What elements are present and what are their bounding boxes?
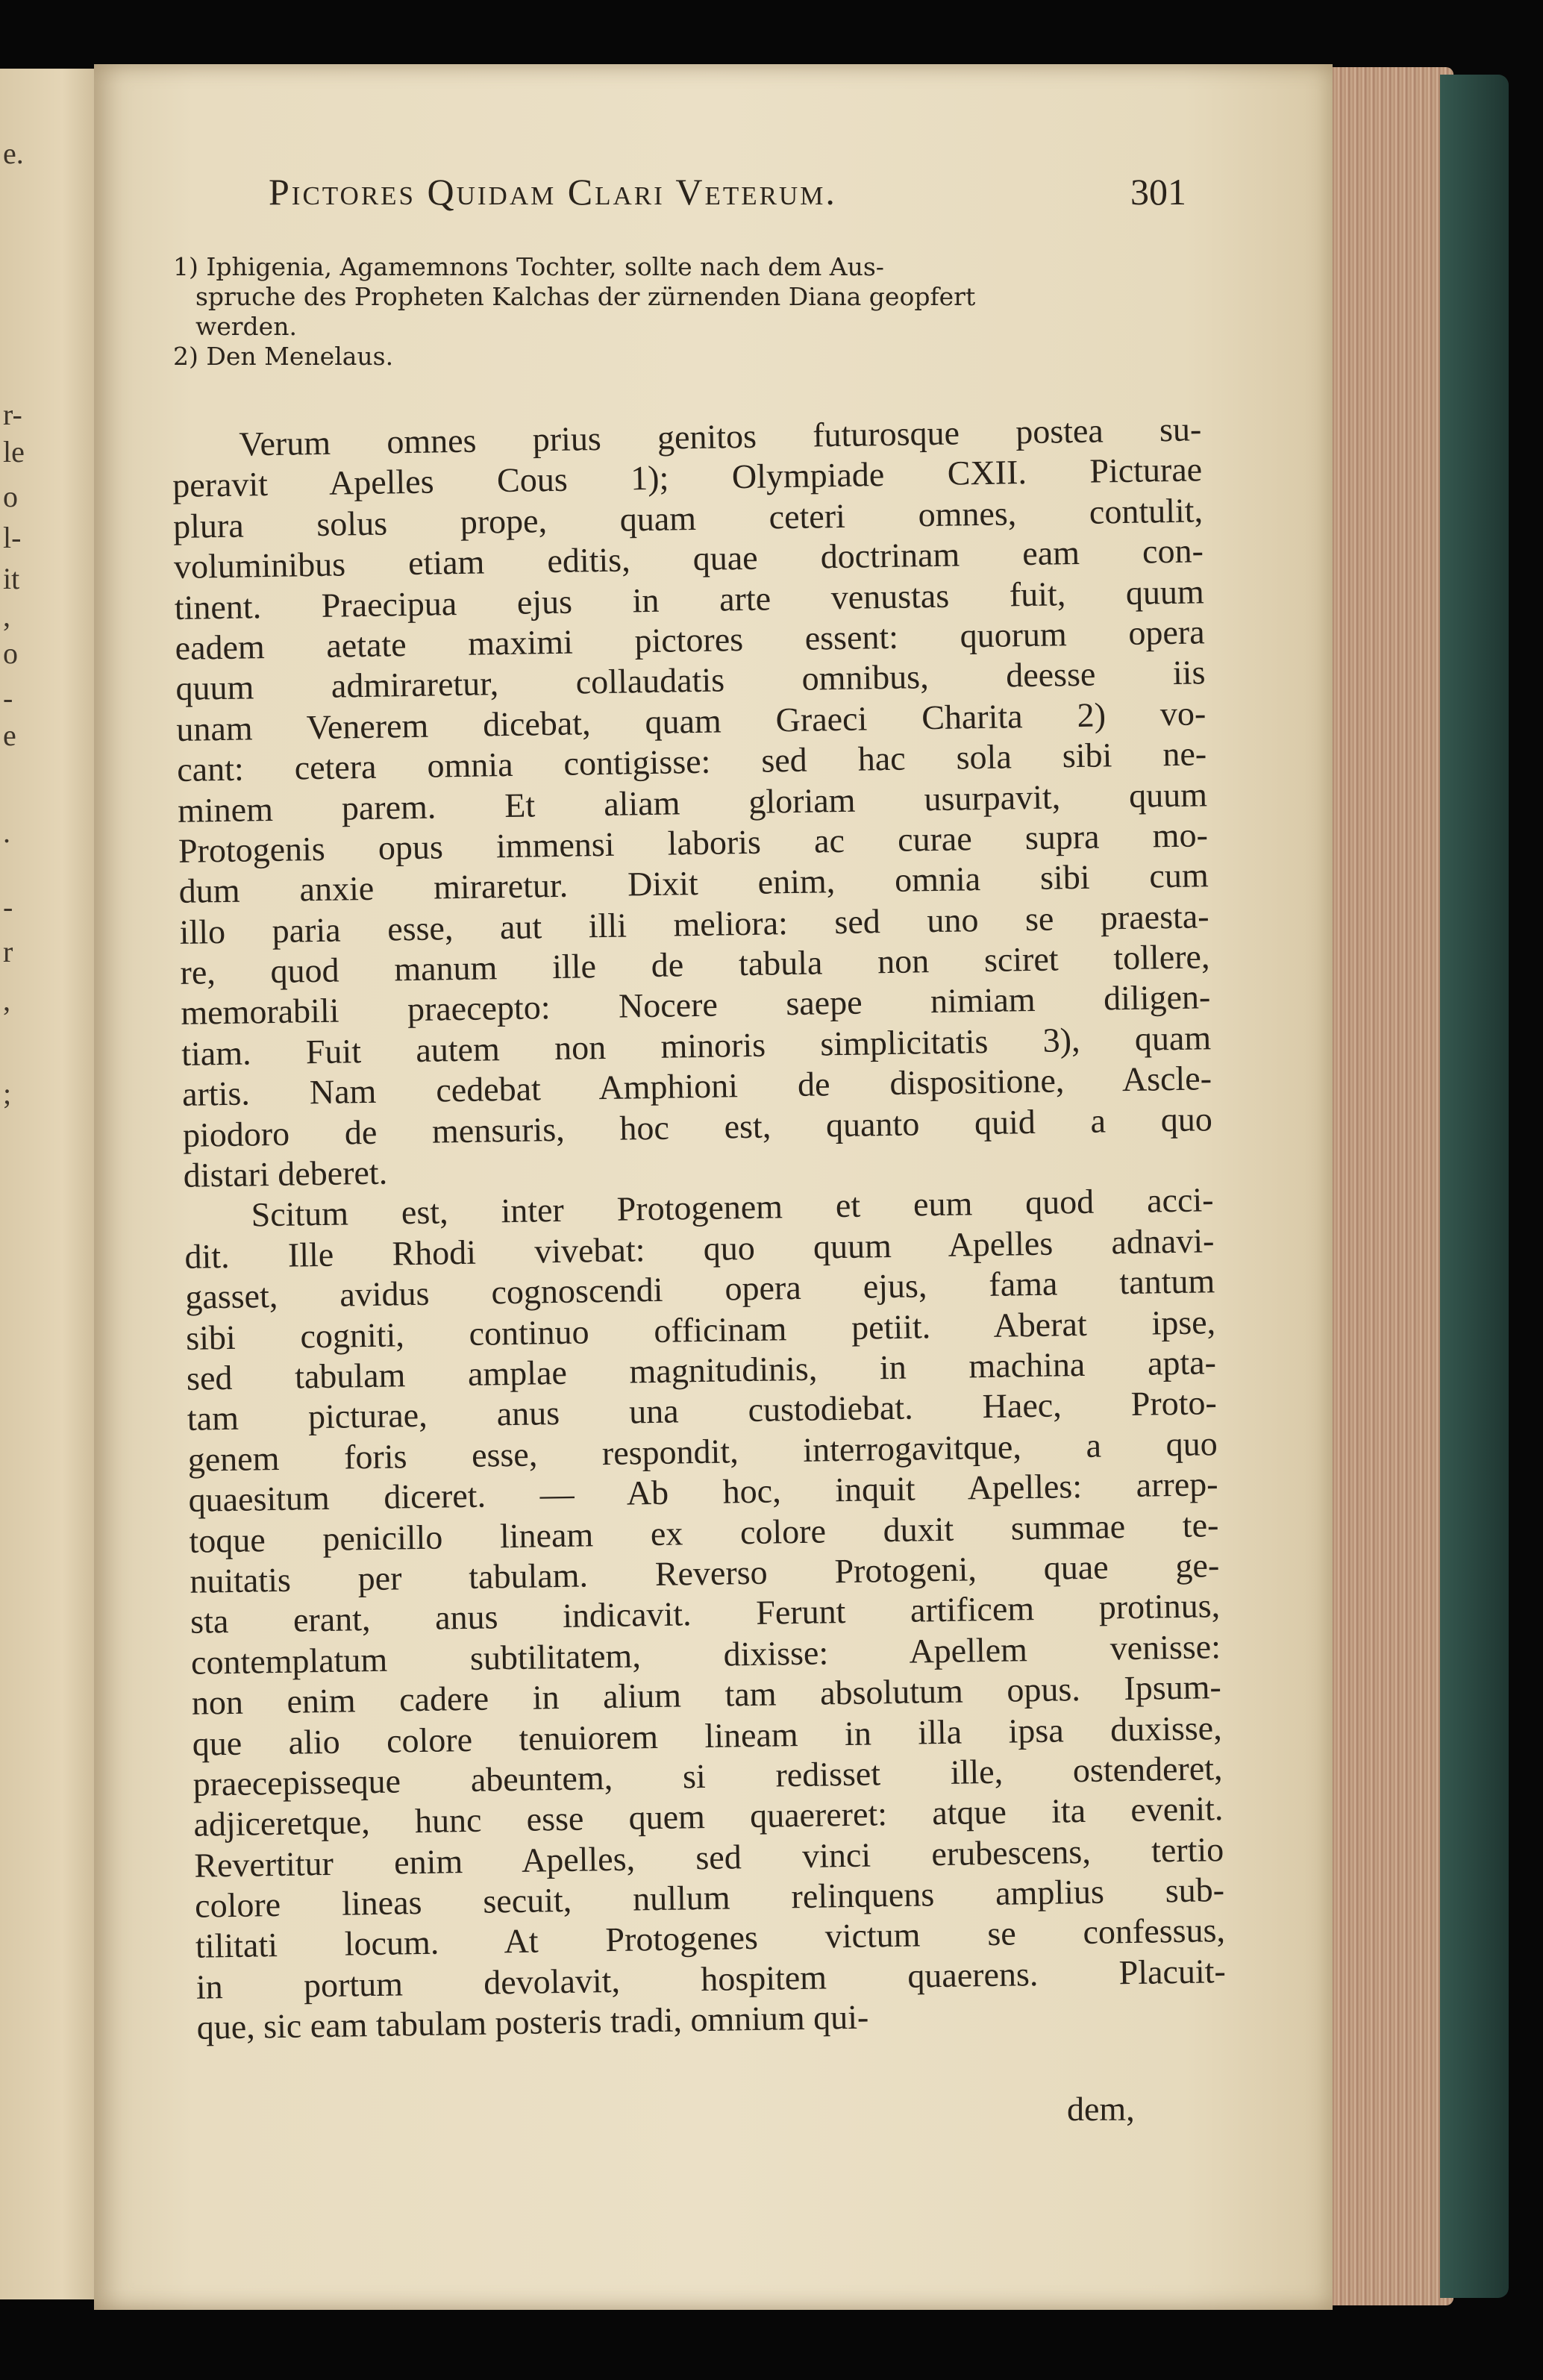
footnote-1-line: werden. <box>195 312 297 341</box>
body-line: memorabili praecepto: Nocere saepe nimiam diligen- <box>180 977 1211 1033</box>
footnote-1-line: spruche des Propheten Kalchas der zürnenden Diana geopfert <box>195 282 976 311</box>
body-line: que alio colore tenuiorem lineam in illa ipsa duxisse, <box>192 1708 1222 1763</box>
previous-page-fragment: r- <box>3 398 22 431</box>
body-line: unam Venerem dicebat, quam Graeci Charita 2) vo- <box>175 694 1206 748</box>
body-line: nuitatis per tabulam. Reverso Protogeni, quae ge- <box>189 1546 1220 1600</box>
previous-page-fragment: e. <box>3 137 24 170</box>
body-line: sed tabulam amplae magnitudinis, in machina apta- <box>186 1343 1217 1397</box>
running-title: Pictores Quidam Clari Veterum. <box>269 171 837 213</box>
body-line: non enim cadere in alium tam absolutum opus. Ipsum- <box>191 1667 1222 1722</box>
body-line: in portum devolavit, hospitem quaerens. Placuit- <box>195 1951 1227 2006</box>
body-line: voluminibus etiam editis, quae doctrinam eam con- <box>173 531 1204 586</box>
previous-page-fragment: ; <box>3 1077 12 1110</box>
page-fore-edge <box>1327 67 1453 2305</box>
footnotes <box>173 252 1218 372</box>
body-line: Revertitur enim Apelles, sed vinci erubescens, tertio <box>193 1829 1224 1885</box>
previous-page-fragment: e <box>3 718 16 752</box>
body-line: quum admiraretur, collaudatis omnibus, deesse iis <box>175 653 1206 708</box>
previous-page-fragment: , <box>3 983 10 1017</box>
previous-page-fragment: le <box>3 435 25 469</box>
page-number: 301 <box>1130 171 1186 213</box>
body-line: peravit Apelles Cous 1); Olympiade CXII. Picturae <box>172 450 1203 505</box>
previous-page-fragment: o <box>3 636 18 670</box>
body-line: quaesitum diceret. — Ab hoc, inquit Apelles: arrep- <box>188 1465 1218 1519</box>
book-cover <box>1440 75 1509 2298</box>
footnote-2-line: 2) Den Menelaus. <box>173 342 394 371</box>
body-line: adjiceretque, hunc esse quem quaereret: atque ita evenit. <box>193 1789 1224 1844</box>
previous-page-fragment: , <box>3 599 10 633</box>
body-text <box>172 409 1227 2048</box>
body-line: toque penicillo lineam ex colore duxit summae te- <box>189 1505 1219 1560</box>
body-line: Protogenis opus immensi laboris ac curae supra mo- <box>178 815 1209 870</box>
body-line: contemplatum subtilitatem, dixisse: Apellem venisse: <box>190 1626 1221 1682</box>
previous-page-fragment: it <box>3 562 20 595</box>
body-line: que, sic eam tabulam posteris tradi, omnium qui- <box>196 1997 869 2047</box>
previous-page-fragment: - <box>3 890 13 924</box>
body-line: gasset, avidus cognoscendi opera ejus, fama tantum <box>184 1262 1215 1317</box>
body-line: tilitati locum. At Protogenes victum se confessus, <box>195 1911 1226 1966</box>
previous-page-edge <box>0 69 104 2299</box>
body-line: dum anxie miraretur. Dixit enim, omnia sibi cum <box>178 856 1209 911</box>
previous-page-fragment: . <box>3 815 10 849</box>
body-line: tiam. Fuit autem non minoris simplicitatis 3), quam <box>181 1018 1212 1073</box>
body-line: tinent. Praecipua ejus in arte venustas fuit, quum <box>174 571 1205 627</box>
previous-page-fragment: l- <box>3 521 22 554</box>
body-line: minem parem. Et aliam gloriam usurpavit, quum <box>177 774 1208 830</box>
body-line: sta erant, anus indicavit. Ferunt artificem protinus, <box>190 1586 1221 1641</box>
previous-page-fragment: o <box>3 480 18 513</box>
body-line: genem foris esse, respondit, interrogavitque, a quo <box>187 1424 1218 1479</box>
body-line: piodoro de mensuris, hoc est, quanto quid a quo <box>182 1099 1213 1154</box>
body-line: tam picturae, anus una custodiebat. Haec, Proto- <box>187 1383 1218 1438</box>
body-line: dit. Ille Rhodi vivebat: quo quum Apelles adnavi- <box>184 1221 1215 1276</box>
body-line: artis. Nam cedebat Amphioni de dispositione, Ascle- <box>181 1059 1212 1114</box>
body-line: sibi cogniti, continuo officinam petiit. Aberat ipse, <box>185 1302 1216 1357</box>
body-line: Scitum est, inter Protogenem et eum quod acci- <box>251 1180 1214 1234</box>
previous-page-fragment: - <box>3 681 13 715</box>
body-line: re, quod manum ille de tabula non sciret tollere, <box>180 937 1210 992</box>
catchword: dem, <box>1067 2090 1135 2128</box>
body-line: Verum omnes prius genitos futurosque postea su- <box>239 410 1202 463</box>
body-line: colore lineas secuit, nullum relinquens amplius sub- <box>194 1870 1225 1925</box>
body-line: eadem aetate maximi pictores essent: quorum opera <box>175 613 1205 667</box>
previous-page-fragment: r <box>3 935 13 968</box>
footnote-1-line: 1) Iphigenia, Agamemnons Tochter, sollte nach dem Aus- <box>173 252 884 281</box>
body-line: distari deberet. <box>183 1153 388 1194</box>
page-header <box>269 170 1186 213</box>
body-line: praecepisseque abeuntem, si redisset ille, ostenderet, <box>193 1748 1223 1803</box>
body-line: plura solus prope, quam ceteri omnes, contulit, <box>172 491 1204 545</box>
body-line: cant: cetera omnia contigisse: sed hac sola sibi ne- <box>176 734 1207 789</box>
body-line: illo paria esse, aut illi meliora: sed uno se praesta- <box>179 896 1209 951</box>
